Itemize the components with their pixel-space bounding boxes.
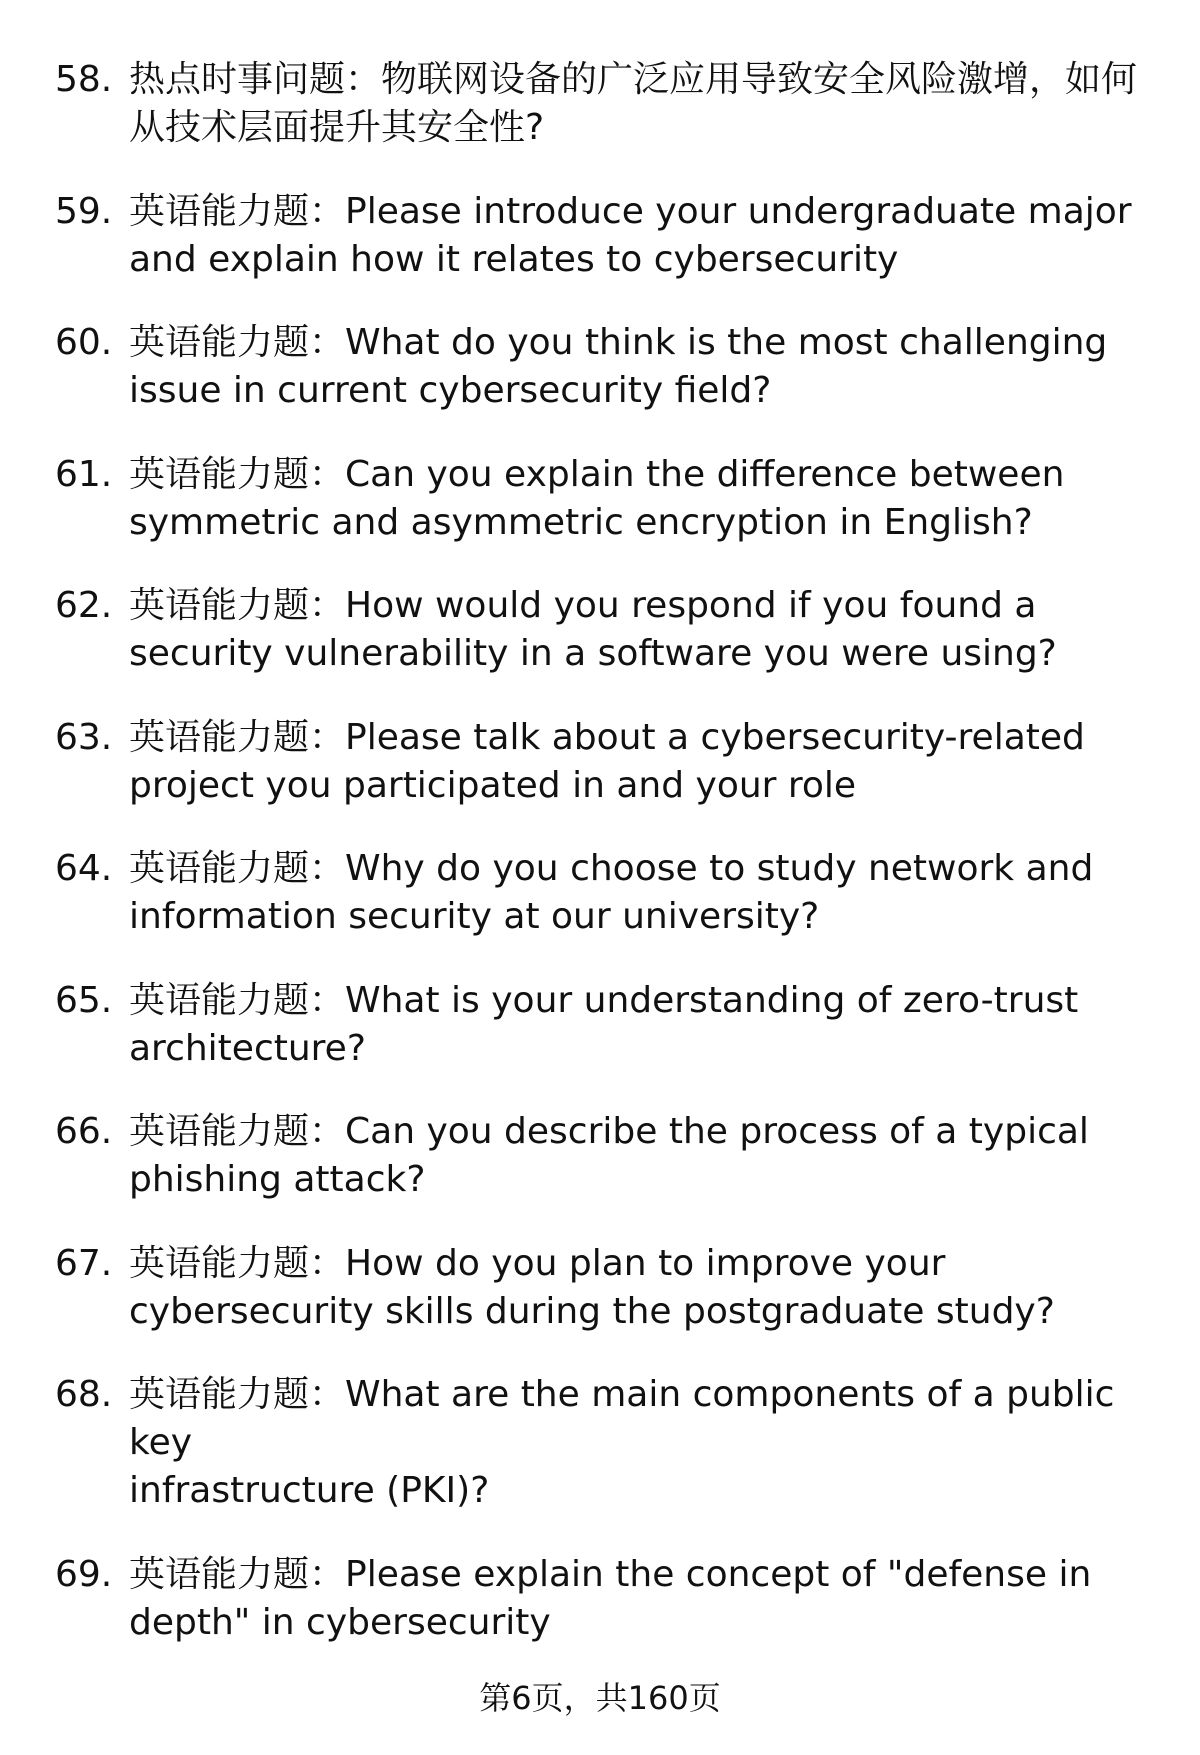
question-number: 62. [55,585,113,626]
question-item-58 [55,56,1165,152]
question-text: 英语能力题：How do you plan to improve your cybersecurity skills during the postgraduate study? [129,1242,1055,1332]
question-text: 英语能力题：Please introduce your undergraduate major and explain how it relates to cybersecurity [129,190,1132,280]
question-text: 英语能力题：How would you respond if you found a security vulnerability in a software you were using? [129,585,1057,674]
question-number: 67. [55,1242,113,1284]
question-text: 英语能力题：What is your understanding of zero-trust architecture? [129,979,1079,1069]
question-text: 英语能力题：Why do you choose to study network and information security at our university? [129,848,1094,937]
question-text: 英语能力题：Can you explain the difference between symmetric and asymmetric encryption in English? [129,453,1065,543]
question-number: 65. [55,979,113,1021]
page-number-label: 第6页，共160页 [479,1679,721,1717]
question-number: 63. [55,716,113,758]
question-text: 热点时事问题：物联网设备的广泛应用导致安全风险激增，如何 从技术层面提升其安全性? [129,59,1138,148]
question-number: 69. [55,1553,113,1595]
question-item-64 [55,845,1165,941]
question-text: 英语能力题：Please talk about a cybersecurity-related project you participated in and your role [129,716,1085,806]
question-number: 68. [55,1374,113,1415]
question-item-65 [55,977,1165,1073]
question-item-60 [55,319,1165,415]
question-item-61 [55,451,1165,547]
question-text: 英语能力题：What do you think is the most challenging issue in current cybersecurity field? [129,322,1108,411]
question-item-59 [55,188,1165,284]
question-item-68 [55,1371,1165,1515]
question-text: 英语能力题：Can you describe the process of a typical phishing attack? [129,1111,1089,1200]
question-number: 60. [55,322,113,363]
page-footer [0,1678,1200,1718]
question-text: 英语能力题：What are the main components of a public key infrastructure (PKI)? [129,1374,1115,1511]
question-item-63 [55,714,1165,810]
question-item-66 [55,1108,1165,1204]
question-number: 64. [55,848,113,889]
question-number: 59. [55,190,113,232]
question-number: 58. [55,59,113,100]
question-number: 61. [55,453,113,495]
question-list [55,56,1165,1682]
question-number: 66. [55,1111,113,1152]
question-text: 英语能力题：Please explain the concept of "defense in depth" in cybersecurity [129,1553,1092,1643]
question-item-69 [55,1551,1165,1647]
question-item-67 [55,1240,1165,1336]
question-item-62 [55,582,1165,678]
